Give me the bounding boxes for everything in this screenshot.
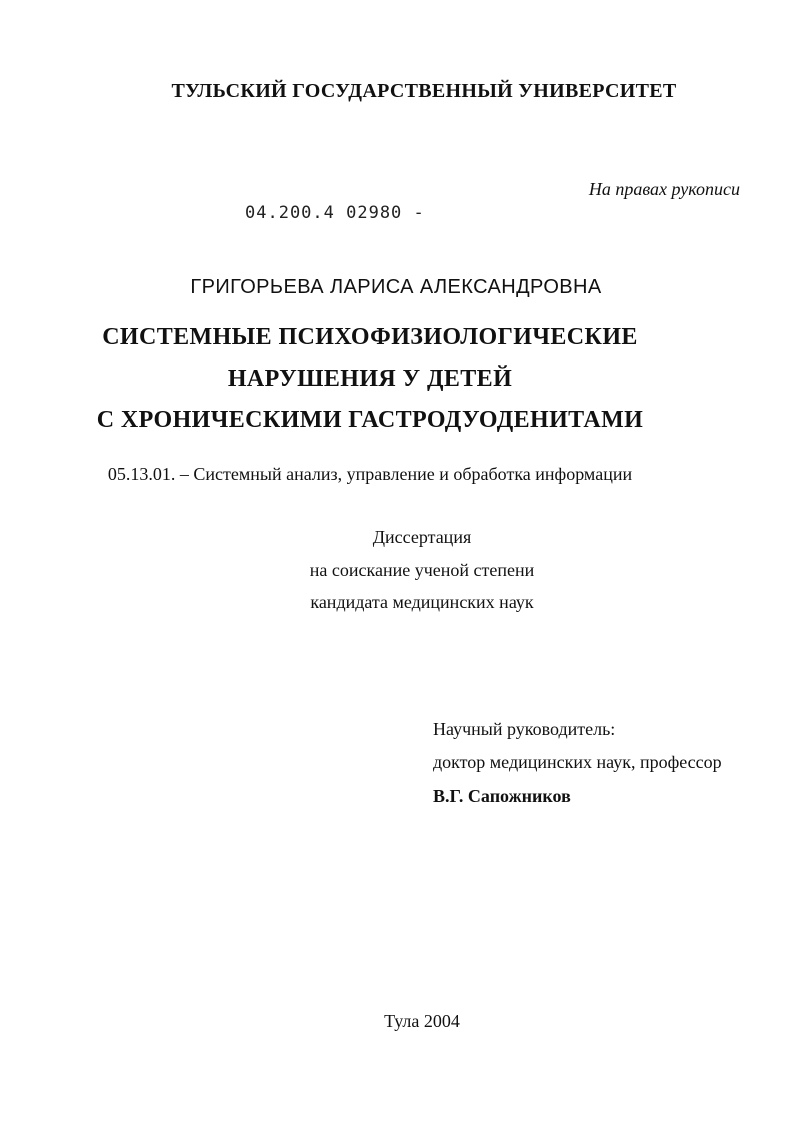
registration-stamp: 04.200.4 02980 - <box>245 203 425 223</box>
dissertation-title-line: С ХРОНИЧЕСКИМИ ГАСТРОДУОДЕНИТАМИ <box>96 407 644 433</box>
specialty-code: 05.13.01. – Системный анализ, управление и обработка информации <box>107 464 633 484</box>
university-name: ТУЛЬСКИЙ ГОСУДАРСТВЕННЫЙ УНИВЕРСИТЕТ <box>171 80 677 102</box>
supervisor-credentials: доктор медицинских наук, профессор <box>433 752 722 772</box>
manuscript-note: На правах рукописи <box>588 179 740 199</box>
supervisor-name: В.Г. Сапожников <box>433 786 571 806</box>
dissertation-title-line: СИСТЕМНЫЕ ПСИХОФИЗИОЛОГИЧЕСКИЕ <box>102 324 638 350</box>
degree-line: Диссертация <box>372 527 472 547</box>
degree-line: кандидата медицинских наук <box>310 592 534 612</box>
city-year: Тула 2004 <box>384 1011 460 1031</box>
dissertation-title-line: НАРУШЕНИЯ У ДЕТЕЙ <box>227 366 513 392</box>
degree-line: на соискание ученой степени <box>309 560 535 580</box>
supervisor-label: Научный руководитель: <box>433 719 616 739</box>
author-name: ГРИГОРЬЕВА ЛАРИСА АЛЕКСАНДРОВНА <box>190 276 602 298</box>
